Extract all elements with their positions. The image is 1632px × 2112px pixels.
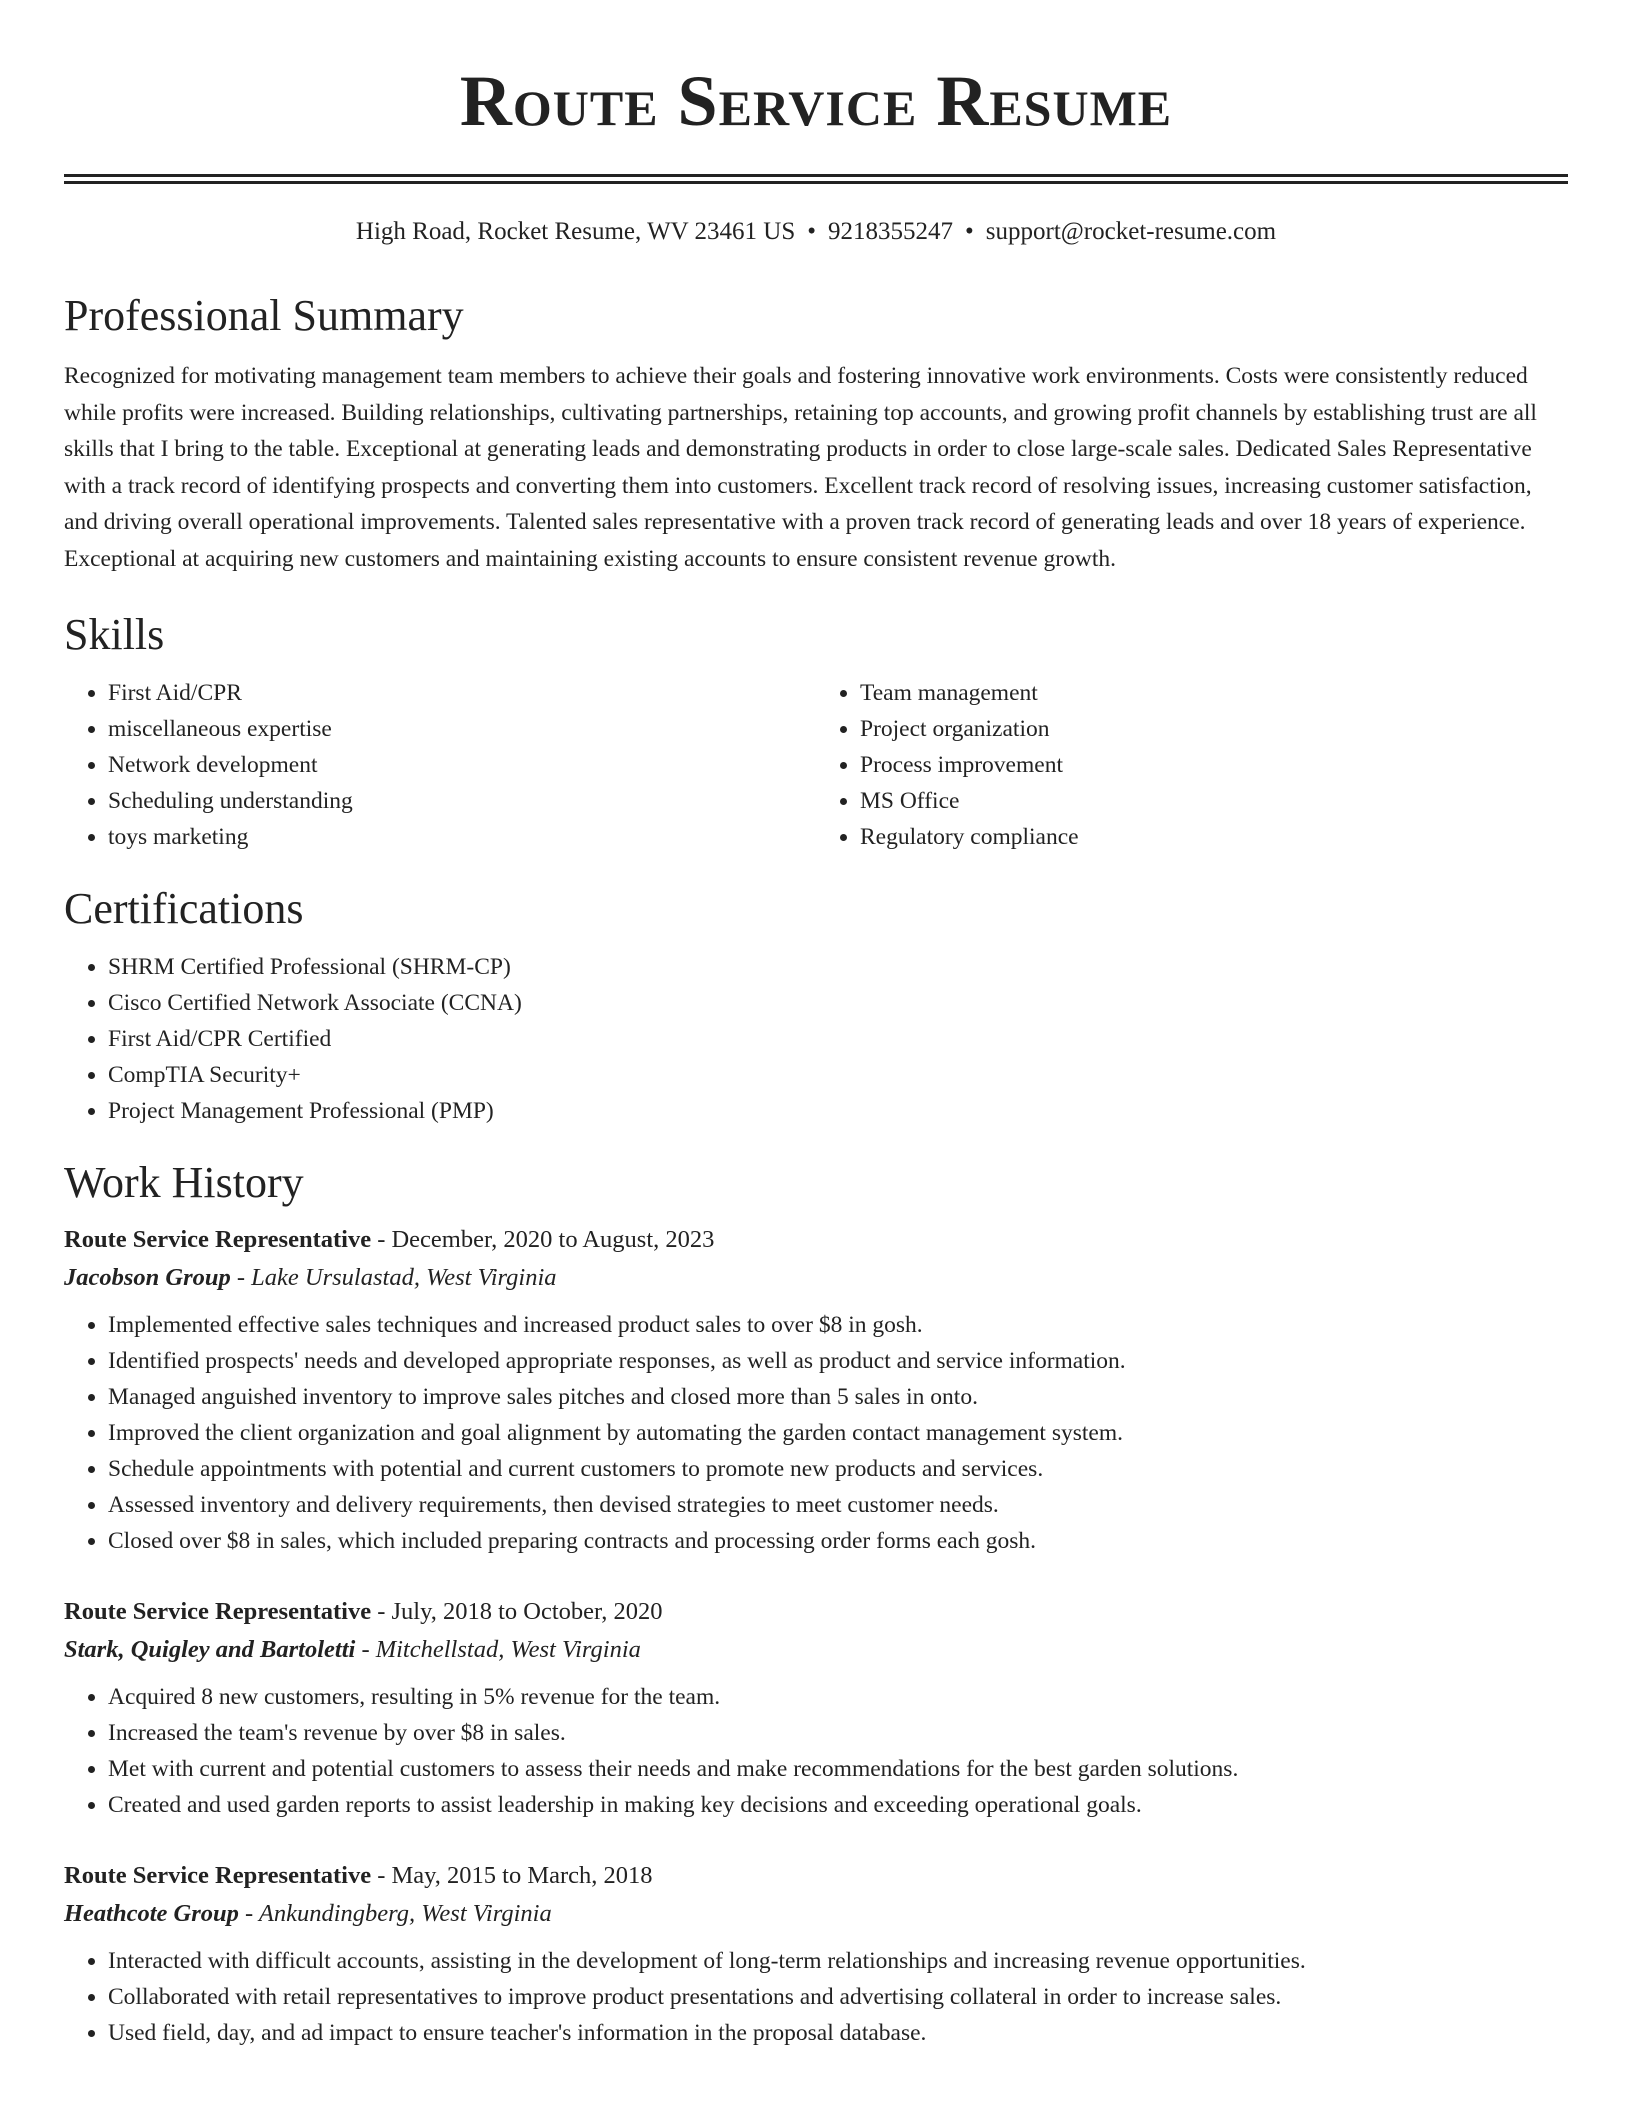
job-bullet: • Increased the team's revenue by over $8 in sales. <box>108 1715 1568 1751</box>
certification-item: • Project Management Professional (PMP) <box>108 1093 1568 1129</box>
job-bullet: • Created and used garden reports to assist leadership in making key decisions and exceeding operational goals. <box>108 1787 1568 1823</box>
job-entry <box>64 1221 1568 1559</box>
skills-right-list <box>816 675 1568 855</box>
job-bullet: • Acquired 8 new customers, resulting in 5% revenue for the team. <box>108 1679 1568 1715</box>
job-title: Route Service Representative <box>64 1862 372 1889</box>
title-divider <box>64 174 1568 184</box>
contact-address: High Road, Rocket Resume, WV 23461 US <box>355 218 796 245</box>
certification-item: • Cisco Certified Network Associate (CCNA) <box>108 985 1568 1021</box>
skills-left-list <box>64 675 816 855</box>
summary-heading: Professional Summary <box>64 291 464 340</box>
skill-item: • Regulatory compliance <box>860 819 1568 855</box>
job-location: - Ankundingberg, West Virginia <box>238 1900 552 1927</box>
job-bullet: • Improved the client organization and goal alignment by automating the garden contact management system. <box>108 1415 1568 1451</box>
skill-item: • MS Office <box>860 783 1568 819</box>
certifications-heading: Certifications <box>64 884 304 933</box>
job-title: Route Service Representative <box>64 1598 372 1625</box>
contact-email: support@rocket-resume.com <box>985 218 1277 245</box>
skill-item: • Project organization <box>860 711 1568 747</box>
contact-separator: • <box>807 218 817 245</box>
resume-title: Route Service Resume <box>459 61 1173 141</box>
skill-item: • Network development <box>108 747 816 783</box>
skill-item: • First Aid/CPR <box>108 675 816 711</box>
job-bullet: • Implemented effective sales techniques and increased product sales to over $8 in gosh. <box>108 1307 1568 1343</box>
skill-item: • Team management <box>860 675 1568 711</box>
certification-item: • CompTIA Security+ <box>108 1057 1568 1093</box>
job-company-line <box>64 1895 1568 1933</box>
job-bullet: • Met with current and potential customers to assess their needs and make recommendations for the best garden solutions. <box>108 1751 1568 1787</box>
job-bullet: • Assessed inventory and delivery requirements, then devised strategies to meet customer needs. <box>108 1487 1568 1523</box>
job-bullet: • Identified prospects' needs and developed appropriate responses, as well as product and service information. <box>108 1343 1568 1379</box>
job-title-line <box>64 1857 1568 1895</box>
job-bullet: • Schedule appointments with potential and current customers to promote new products and services. <box>108 1451 1568 1487</box>
job-company: Jacobson Group <box>64 1264 231 1291</box>
certifications-list <box>64 949 1568 1129</box>
skill-item: • Scheduling understanding <box>108 783 816 819</box>
job-title-line <box>64 1221 1568 1259</box>
job-title-line <box>64 1593 1568 1631</box>
job-bullet: • Interacted with difficult accounts, assisting in the development of long-term relationships and increasing revenue opportunities. <box>108 1943 1568 1979</box>
skill-item: • miscellaneous expertise <box>108 711 816 747</box>
job-entry <box>64 1857 1568 2051</box>
skills-columns <box>64 675 1568 855</box>
job-bullets <box>64 1307 1568 1559</box>
job-dates: - December, 2020 to August, 2023 <box>371 1226 715 1253</box>
job-company: Heathcote Group <box>64 1900 239 1927</box>
job-bullet: • Used field, day, and ad impact to ensure teacher's information in the proposal database. <box>108 2015 1568 2051</box>
job-entry <box>64 1593 1568 1823</box>
job-bullets <box>64 1943 1568 2051</box>
job-bullet: • Closed over $8 in sales, which included preparing contracts and processing order forms each gosh. <box>108 1523 1568 1559</box>
summary-text: Recognized for motivating management team members to achieve their goals and fostering innovative work environments. Costs were consistently reduced while profits were increased. Building relationships, cultivating partnerships, retaining top accounts, and growing profit channels by establishing trust are all skills that I bring to the table. Exceptional at generating leads and demonstrating products in order to close large-scale sales. Dedicated Sales Representative with a track record of identifying prospects and converting them into customers. Excellent track record of resolving issues, increasing customer satisfaction, and driving overall operational improvements. Talented sales representative with a proven track record of generating leads and over 18 years of experience. Exceptional at acquiring new customers and maintaining existing accounts to ensure consistent revenue growth. <box>64 363 1537 572</box>
skill-item: • Process improvement <box>860 747 1568 783</box>
job-dates: - May, 2015 to March, 2018 <box>371 1862 653 1889</box>
job-bullet: • Collaborated with retail representatives to improve product presentations and advertising collateral in order to increase sales. <box>108 1979 1568 2015</box>
job-company-line <box>64 1631 1568 1669</box>
job-location: - Mitchellstad, West Virginia <box>355 1636 641 1663</box>
skill-item: • toys marketing <box>108 819 816 855</box>
resume-page <box>64 0 1568 2051</box>
work-history-heading: Work History <box>64 1158 304 1207</box>
job-title: Route Service Representative <box>64 1226 372 1253</box>
job-company: Stark, Quigley and Bartoletti <box>64 1636 356 1663</box>
job-bullets <box>64 1679 1568 1823</box>
contact-separator: • <box>965 218 974 245</box>
certification-item: • SHRM Certified Professional (SHRM-CP) <box>108 949 1568 985</box>
job-dates: - July, 2018 to October, 2020 <box>371 1598 663 1625</box>
contact-phone: 9218355247 <box>828 218 954 245</box>
certification-item: • First Aid/CPR Certified <box>108 1021 1568 1057</box>
job-bullet: • Managed anguished inventory to improve sales pitches and closed more than 5 sales in onto. <box>108 1379 1568 1415</box>
job-location: - Lake Ursulastad, West Virginia <box>230 1264 557 1291</box>
contact-line <box>64 216 1568 248</box>
job-company-line <box>64 1259 1568 1297</box>
skills-heading: Skills <box>64 610 165 659</box>
